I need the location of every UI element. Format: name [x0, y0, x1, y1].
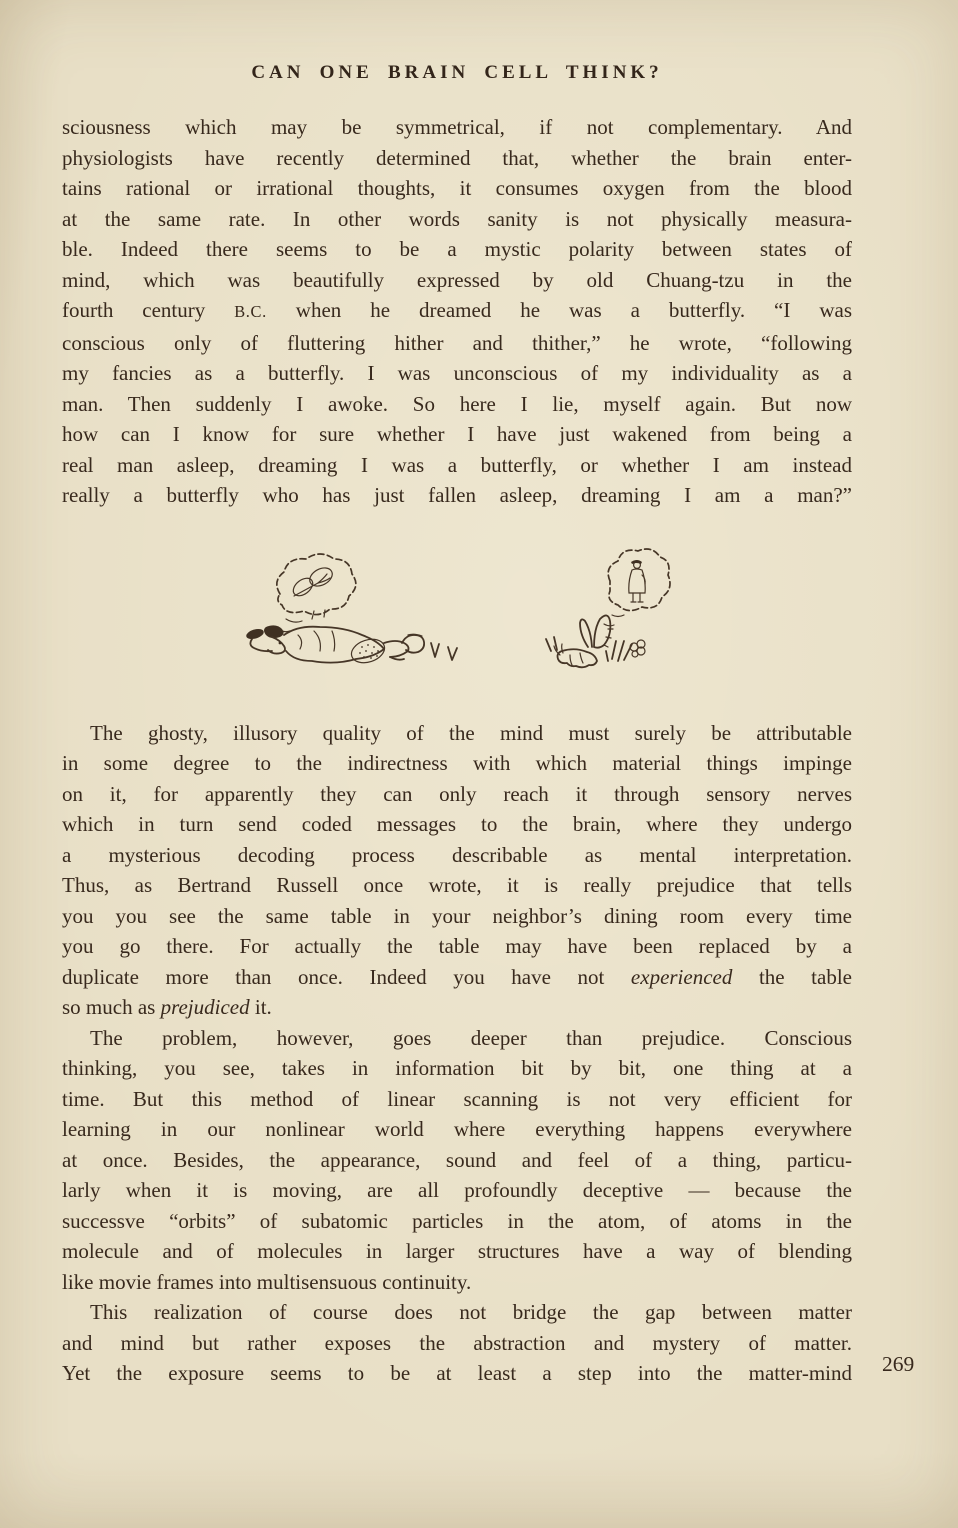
- butterfly-in-bubble: [290, 564, 335, 599]
- text-segment: it.: [249, 995, 272, 1019]
- text-line: [62, 389, 852, 420]
- text-segment: duplicate more than once. Indeed you have not: [62, 964, 631, 989]
- text-line: [62, 1053, 852, 1084]
- small-caps-text: B.C.: [234, 302, 267, 321]
- text-segment: Thus, as Bertrand Russell once wrote, it is really prejudice that tells: [62, 873, 852, 897]
- page-number: 269: [882, 1352, 915, 1376]
- text-segment: you you see the same table in your neighbor’s dining room every time: [62, 903, 852, 928]
- grass-tuft-left: [431, 643, 457, 660]
- text-segment: The ghosty, illusory quality of the mind must surely be attributable: [90, 720, 852, 745]
- text-line: [62, 748, 852, 779]
- text-line: [62, 809, 852, 840]
- text-line: [62, 419, 852, 450]
- text-segment: the table: [732, 964, 852, 989]
- text-segment: conscious only of fluttering hither and thither,” he wrote, “following: [62, 330, 852, 355]
- text-segment: physiologists have recently determined that, whether the brain enter-: [62, 145, 852, 170]
- text-segment: at the same rate. In other words sanity is not physically measura-: [62, 206, 852, 231]
- text-line: [62, 450, 852, 481]
- text-segment: mind, which was beautifully expressed by old Chuang-tzu in the: [62, 267, 852, 292]
- text-line: [62, 265, 852, 296]
- paragraph-problem-deeper: [62, 1023, 852, 1298]
- paragraph-consciousness: [62, 112, 852, 511]
- text-segment: learning in our nonlinear world where everything happens everywhere: [62, 1117, 852, 1141]
- text-line: [62, 1023, 852, 1054]
- text-line: [62, 480, 852, 511]
- running-head: CAN ONE BRAIN CELL THINK?: [251, 62, 663, 83]
- text-segment: This realization of course does not bridge the gap between matter: [90, 1300, 852, 1324]
- butterfly-dream-illustration: [228, 539, 683, 697]
- sleeping-man-drawing: [245, 610, 457, 667]
- text-segment: ble. Indeed there seems to be a mystic polarity between states of: [62, 237, 852, 261]
- text-segment: thinking, you see, takes in information bit by bit, one thing at a: [62, 1056, 852, 1080]
- text-segment: on it, for apparently they can only reach it through sensory nerves: [62, 781, 852, 806]
- text-line: [62, 1145, 852, 1176]
- text-line: [62, 1236, 852, 1267]
- text-segment: how can I know for sure whether I have just wakened from being a: [62, 422, 852, 446]
- text-segment: when he dreamed he was a butterfly. “I was: [266, 298, 852, 322]
- text-line: [62, 112, 852, 143]
- text-segment: time. But this method of linear scanning is not very efficient for: [62, 1086, 852, 1111]
- thought-bubble-man: [604, 549, 670, 626]
- text-segment: tains rational or irrational thoughts, it consumes oxygen from the blood: [62, 176, 852, 200]
- text-segment: so much as: [62, 995, 161, 1019]
- text-line: [62, 1084, 852, 1115]
- text-line: [62, 870, 852, 901]
- text-line: [62, 1328, 852, 1359]
- text-line: [62, 840, 852, 871]
- text-segment: my fancies as a butterfly. I was unconscious of my individuality as a: [62, 361, 852, 385]
- text-segment: The problem, however, goes deeper than prejudice. Conscious: [90, 1025, 852, 1050]
- text-line: [62, 779, 852, 810]
- text-line: [62, 358, 852, 389]
- thought-bubble-butterfly: [277, 554, 356, 632]
- text-segment: and mind but rather exposes the abstraction and mystery of matter.: [62, 1330, 852, 1355]
- text-segment: molecule and of molecules in larger structures have a way of blending: [62, 1239, 852, 1263]
- text-line: [62, 1114, 852, 1145]
- text-line: [62, 234, 852, 265]
- text-line: [62, 295, 852, 328]
- clover-puffs: [630, 640, 645, 657]
- text-segment: a mysterious decoding process describable as mental interpretation.: [62, 842, 852, 867]
- text-segment: real man asleep, dreaming I was a butterfly, or whether I am instead: [62, 452, 852, 477]
- text-line: [62, 1297, 852, 1328]
- text-line: [62, 1175, 852, 1206]
- text-line: [62, 173, 852, 204]
- text-segment: which in turn send coded messages to the brain, where they undergo: [62, 812, 852, 836]
- text-line: [62, 204, 852, 235]
- text-line: [62, 1267, 852, 1298]
- text-line: [62, 901, 852, 932]
- man-in-bubble: [629, 560, 645, 602]
- text-segment: you go there. For actually the table may have been replaced by a: [62, 934, 852, 958]
- text-line: [62, 1206, 852, 1237]
- text-line: [62, 962, 852, 993]
- text-column: [62, 112, 852, 1389]
- text-segment: really a butterfly who has just fallen asleep, dreaming I am a man?”: [62, 483, 852, 507]
- text-segment: at once. Besides, the appearance, sound and feel of a thing, particu-: [62, 1147, 852, 1172]
- text-segment: man. Then suddenly I awoke. So here I lie, myself again. But now: [62, 391, 852, 416]
- text-segment: larly when it is moving, are all profoundly deceptive — because the: [62, 1178, 852, 1202]
- paragraph-realization: [62, 1297, 852, 1389]
- text-segment: fourth century: [62, 298, 235, 322]
- text-segment: sciousness which may be symmetrical, if not complementary. And: [62, 115, 852, 139]
- italic-text: experienced: [630, 964, 733, 989]
- text-line: [62, 143, 852, 174]
- text-segment: Yet the exposure seems to be at least a step into the matter-mind: [62, 1361, 852, 1385]
- text-segment: in some degree to the indirectness with which material things impinge: [62, 751, 852, 775]
- butterfly-drawing: [546, 615, 645, 667]
- illustration-row: [228, 539, 683, 697]
- text-segment: like movie frames into multisensuous continuity.: [62, 1269, 472, 1294]
- text-line: [62, 1358, 852, 1389]
- italic-text: prejudiced: [160, 995, 250, 1019]
- text-line: [62, 718, 852, 749]
- text-segment: successve “orbits” of subatomic particles in the atom, of atoms in the: [62, 1208, 852, 1233]
- text-line: [62, 328, 852, 359]
- text-line: [62, 992, 852, 1023]
- text-line: [62, 931, 852, 962]
- paragraph-ghosty-mind: [62, 718, 852, 1023]
